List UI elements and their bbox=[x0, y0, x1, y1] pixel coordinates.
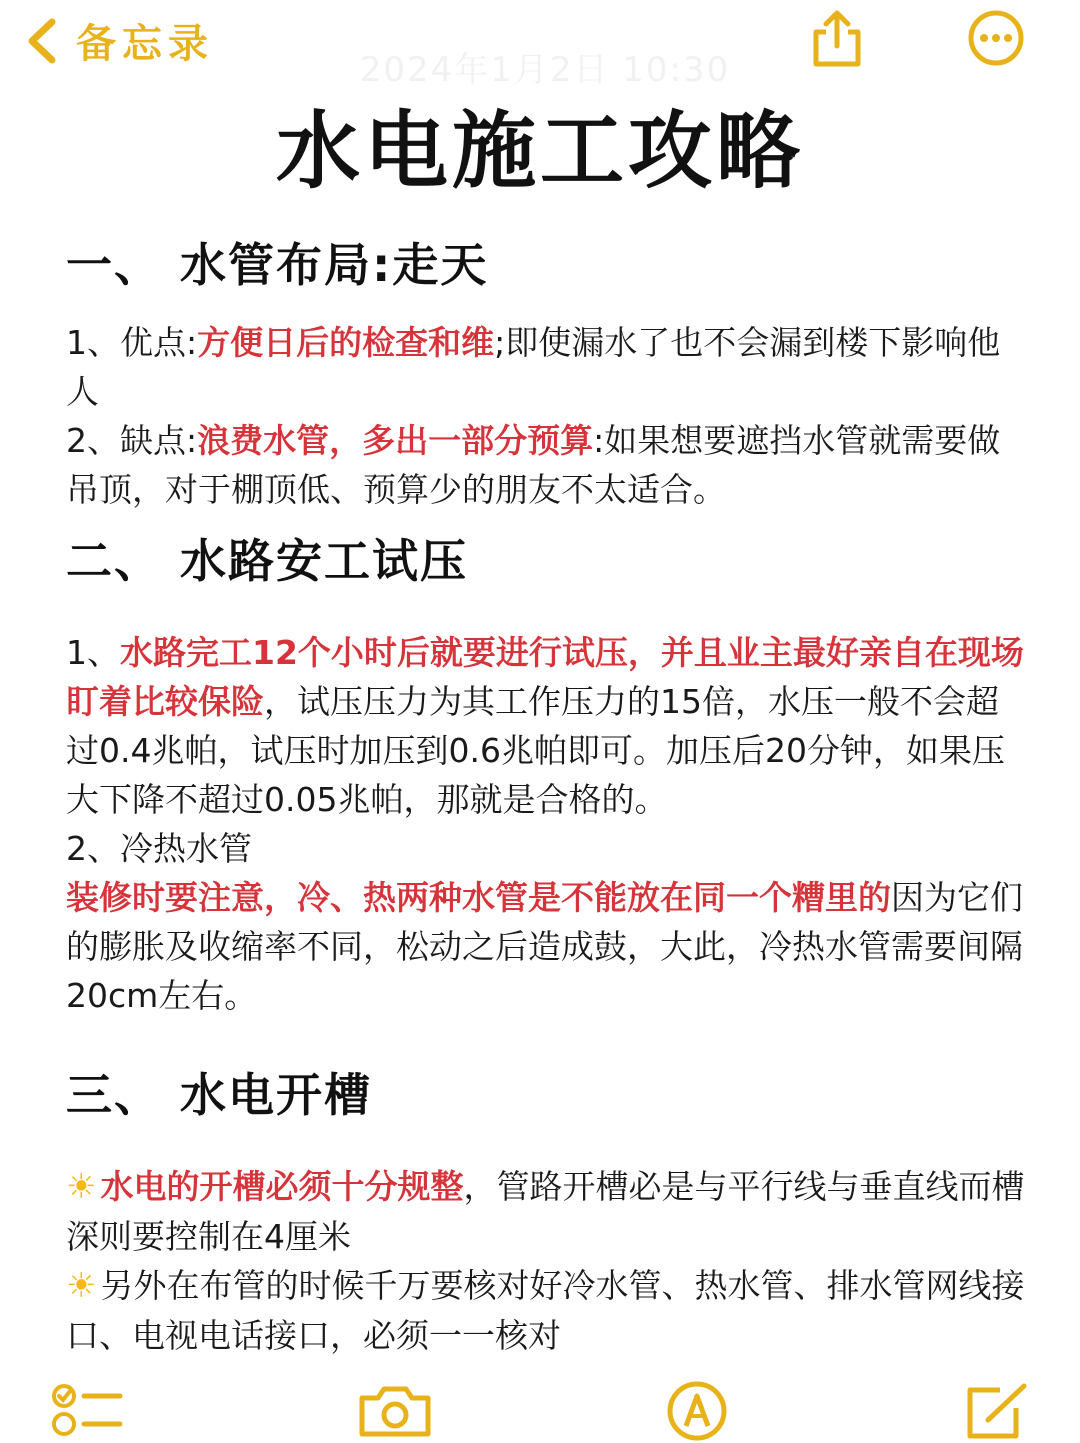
bullet-check-pipes bbox=[66, 1261, 1026, 1360]
section-heading-3: 三、 水电开槽 bbox=[66, 1068, 373, 1122]
compose-icon[interactable] bbox=[962, 1380, 1032, 1442]
note-title: 水电施工攻略 bbox=[275, 102, 804, 200]
chevron-left-icon bbox=[22, 16, 62, 66]
note-date: 2024年1月2日 10:30 bbox=[359, 50, 731, 90]
camera-icon[interactable] bbox=[356, 1384, 434, 1438]
grooving-highlight: 水电的开槽必须十分规整 bbox=[100, 1167, 464, 1206]
note-body[interactable] bbox=[66, 232, 1026, 1360]
cons-highlight: 浪费水管，多出一部分预算 bbox=[197, 421, 594, 460]
back-label: 备忘录 bbox=[76, 21, 214, 67]
pressure-highlight: 水路完工12个小时后就要进行试压，并且业主最好亲自在现场盯着比较保险 bbox=[66, 633, 1024, 721]
paragraph-pros bbox=[66, 318, 1026, 416]
pros-prefix: 1、优点: bbox=[66, 323, 198, 362]
cons-rest: :如果想要遮挡水管就需要做吊顶，对于棚顶低、预算少的朋友不太适合。 bbox=[66, 421, 1001, 509]
hot-cold-rest: 因为它们的膨胀及收缩率不同，松动之后造成鼓，大此，冷热水管需要间隔20cm左右。 bbox=[66, 878, 1023, 1015]
bottom-toolbar bbox=[0, 1370, 1080, 1443]
back-button[interactable] bbox=[22, 12, 214, 69]
paragraph-cons bbox=[66, 416, 1026, 514]
markup-icon[interactable] bbox=[664, 1380, 730, 1442]
section-heading-1: 一、 水管布局:走天 bbox=[66, 238, 489, 292]
sun-icon: ☀ bbox=[66, 1167, 97, 1207]
pros-rest: ;即使漏水了也不会漏到楼下影响他人 bbox=[66, 323, 1001, 411]
cons-prefix: 2、缺点: bbox=[66, 421, 198, 460]
checklist-icon[interactable] bbox=[50, 1380, 124, 1440]
share-icon[interactable] bbox=[806, 8, 868, 70]
pros-highlight: 方便日后的检查和维 bbox=[197, 323, 495, 362]
grooving-rest: ，管路开槽必是与平行线与垂直线而槽深则要控制在4厘米 bbox=[66, 1167, 1025, 1256]
paragraph-hot-cold bbox=[66, 873, 1026, 1020]
top-nav-bar bbox=[0, 0, 1080, 90]
bullet-grooving bbox=[66, 1162, 1026, 1261]
pressure-rest: ，试压压力为其工作压力的15倍，水压一般不会超过0.4兆帕，试压时加压到0.6兆帕即可。加压后20分钟，如果压大下降不超过0.05兆帕，那就是合格的。 bbox=[66, 682, 1005, 819]
section-heading-2: 二、 水路安工试压 bbox=[66, 534, 469, 588]
hot-cold-highlight: 装修时要注意，冷、热两种水管是不能放在同一个糟里的 bbox=[66, 878, 891, 917]
sun-icon: ☀ bbox=[66, 1266, 97, 1306]
pressure-prefix: 1、 bbox=[66, 633, 120, 672]
paragraph-pressure-test bbox=[66, 628, 1026, 824]
more-icon[interactable] bbox=[962, 10, 1030, 66]
check-pipes-text: 另外在布管的时候千万要核对好冷水管、热水管、排水管网线接口、电视电话接口，必须一一核对 bbox=[66, 1266, 1025, 1355]
paragraph-hot-cold-title: 2、冷热水管 bbox=[66, 829, 252, 868]
